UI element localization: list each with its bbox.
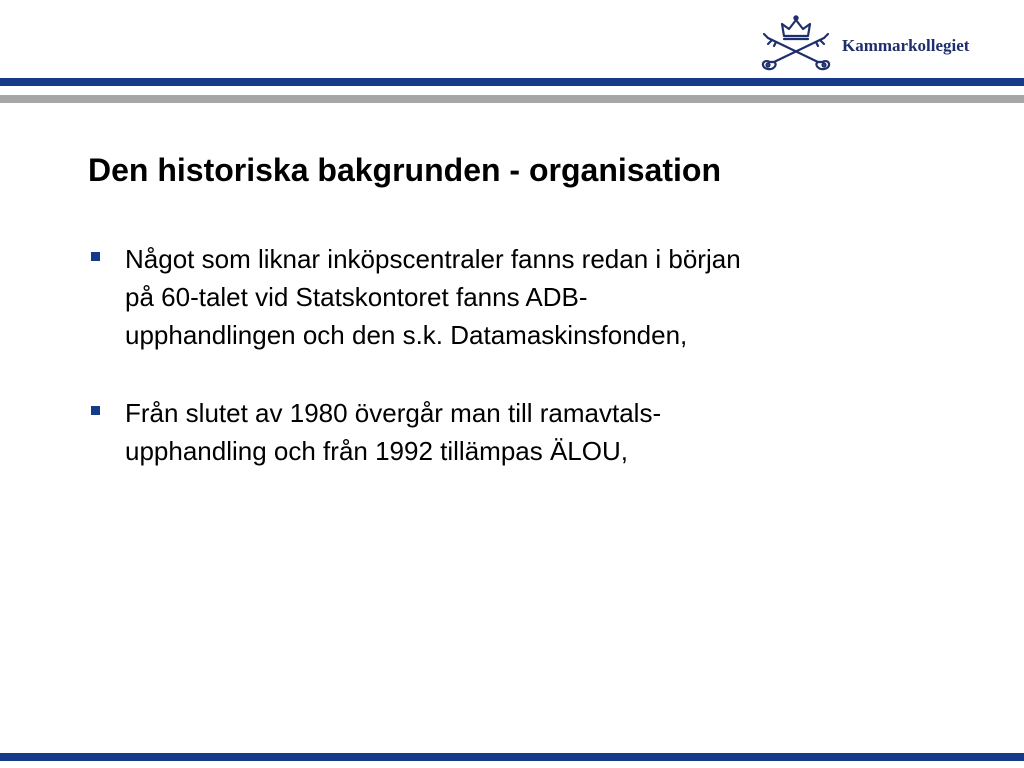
- kammarkollegiet-logo: [754, 14, 1014, 74]
- slide-title: Den historiska bakgrunden - organisation: [88, 152, 721, 188]
- brand-name: Kammarkollegiet: [842, 36, 970, 55]
- bullet-text: Från slutet av 1980 övergår man till ramavtals- upphandling och från 1992 tillämpas ÄLOU,: [125, 398, 662, 466]
- bullet-item: [88, 240, 968, 354]
- square-bullet-icon: [91, 406, 100, 415]
- bullet-text: Något som liknar inköpscentraler fanns redan i början på 60-talet vid Statskontoret fanns ADB- upphandlingen och den s.k. Datamaskinsfonden,: [125, 244, 741, 350]
- header-grey-rule: [0, 95, 1024, 103]
- footer-blue-rule: [0, 753, 1024, 761]
- crown-keys-emblem-icon: [754, 14, 838, 72]
- header-blue-rule: [0, 78, 1024, 86]
- bullet-item: [88, 394, 968, 470]
- square-bullet-icon: [91, 252, 100, 261]
- bullet-list: [88, 240, 968, 510]
